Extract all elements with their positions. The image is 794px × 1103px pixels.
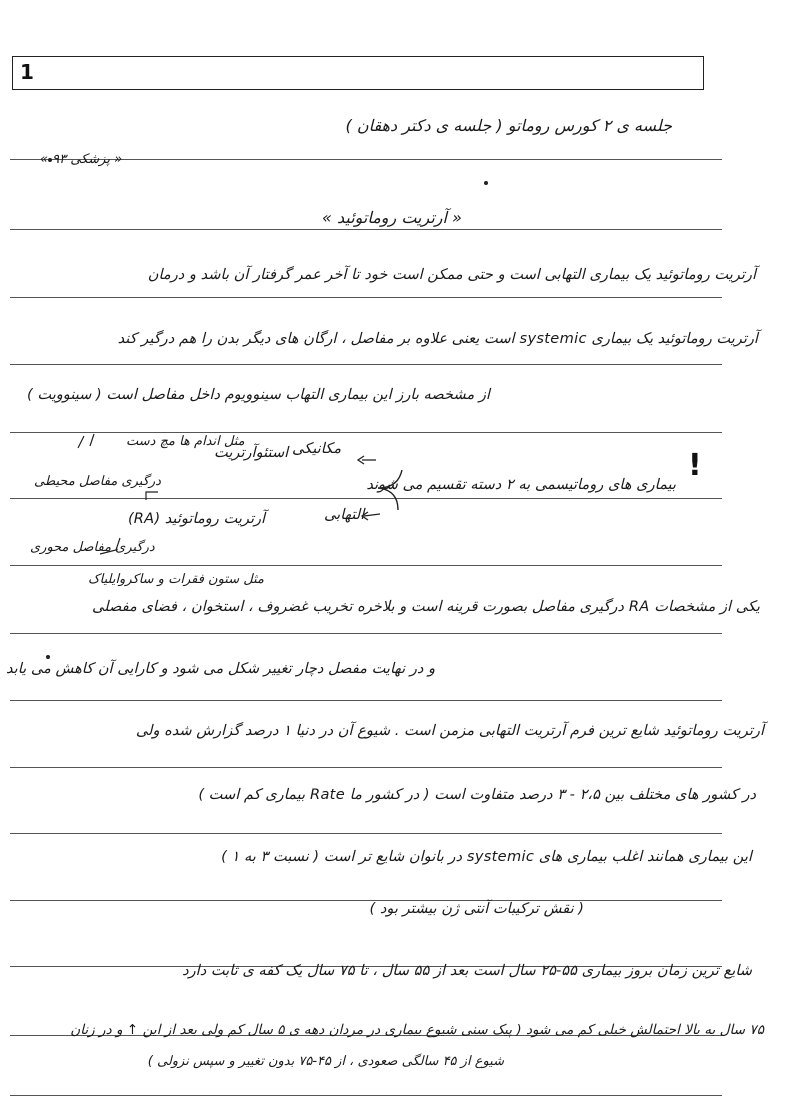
paragraph-3-line-1: آرتریت روماتوئید شایع ترین فرم آرتریت التهابی مزمن است . شیوع آن در دنیا ۱ درصد گزارش شده ولی — [135, 722, 764, 739]
paragraph-2-line-2: و در نهایت مفصل دچار تغییر شکل می شود و کارایی آن کاهش می یابد — [6, 660, 436, 677]
paragraph-1-line-2: آرتریت روماتوئید یک بیماری systemic است یعنی علاوه بر مفاصل ، ارگان های دیگر بدن را هم درگیر کند — [117, 330, 758, 347]
branch-inflammatory-example: آرتریت روماتوئید (RA) — [128, 510, 266, 527]
note-axial-example: مثل ستون فقرات و ساکروایلیاک — [88, 572, 264, 587]
topic-heading: « آرتریت روماتوئید » — [322, 208, 462, 227]
paragraph-3-line-4: ( نقش ترکیبات آنتی ژن بیشتر بود ) — [369, 900, 584, 917]
paragraph-3-line-2: در کشور های مختلف بین ۲،۵ - ۳ درصد متفاوت است ( در کشور ما Rate بیماری کم است ) — [198, 786, 756, 803]
paragraph-2-line-1: یکی از مشخصات RA درگیری مفاصل بصورت قرینه است و بلاخره تخریب غضروف ، استخوان ، فضای مفصلی — [92, 598, 760, 615]
classification-text: بیماری های روماتیسمی به ۲ دسته تقسیم می شوند — [366, 476, 676, 493]
arrow-peripheral — [146, 492, 158, 500]
paragraph-1-line-1: آرتریت روماتوئید یک بیماری التهابی است و حتی ممکن است خود تا آخر عمر گرفتار آن باشد و درمان — [147, 266, 756, 283]
note-axial-joints: درگیری مفاصل محوری — [30, 540, 155, 555]
class-label: « پزشکی ۹۳ » — [40, 152, 123, 167]
branch-mechanical-note: مثل اندام ها مچ دست — [126, 434, 245, 449]
branch-inflammatory: التهابی — [324, 506, 365, 523]
lecture-title: جلسه ی ۲ کورس روماتو ( جلسه ی دکتر دهقان ) — [345, 116, 672, 135]
arrow-axial — [100, 538, 120, 554]
branch-mechanical-example: استئوآرتریت — [214, 444, 289, 461]
paragraph-3-line-3: این بیماری همانند اغلب بیماری های systemic در بانوان شایع تر است ( نسبت ۳ به ۱ ) — [221, 848, 752, 865]
paragraph-4-line-1: شایع ترین زمان بروز بیماری ۵۵-۲۵ سال است بعد از ۵۵ سال ، تا ۷۵ سال یک کفه ی ثابت دارد — [182, 962, 752, 979]
paragraph-4-line-3: شیوع از ۴۵ سالگی صعودی ، از ۴۵-۷۵ بدون تغییر و سپس نزولی ) — [147, 1054, 504, 1069]
paragraph-4-line-2: ۷۵ سال به بالا احتمالش خیلی کم می شود ( پیک سنی شیوع بیماری در مردان دهه ی ۵ سال کم ولی بعد از این ↑ و در زنان — [70, 1022, 764, 1038]
branch-mechanical: مکانیکی — [292, 440, 342, 457]
paragraph-1-line-3: از مشخصه بارز این بیماری التهاب سینوویوم داخل مفاصل است ( سینوویت ) — [27, 386, 490, 403]
classification-brace — [378, 470, 402, 510]
exclamation-icon: ! — [688, 448, 702, 483]
page-number: 1 — [20, 60, 34, 84]
arrow-inflammatory — [364, 514, 380, 516]
note-peripheral-joints: درگیری مفاصل محیطی — [34, 474, 161, 489]
